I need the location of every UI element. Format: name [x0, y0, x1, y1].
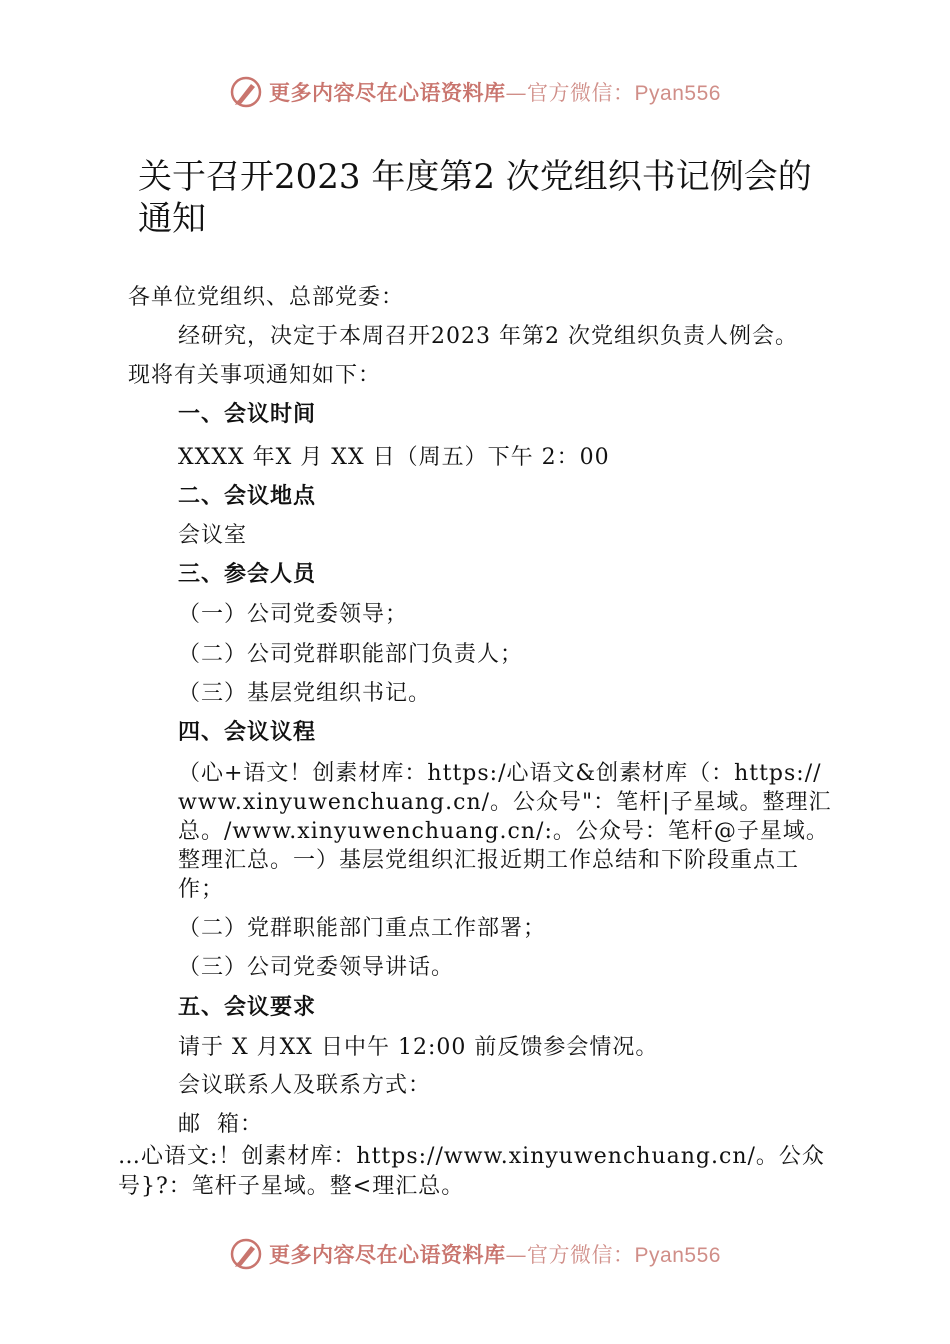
banner-main-text: 更多内容尽在心语资料库 [269, 80, 506, 105]
intro-line-2: 现将有关事项通知如下： [128, 363, 382, 388]
section-4-paragraph: （心+语文！创素材库：https:/心语文&创素材库（：https://www.xinyuwenchuang.cn/。公众号"：笔杆|子星域。整理汇总。/www.xinyuwenchuang.cn/:。公众号：笔杆@子星域。整理汇总。一）基层党组织汇报近期工作总结和下阶段重点工作； [178, 761, 832, 902]
section-1-heading: 一、会议时间 [178, 402, 317, 427]
pen-circle-logo-icon [229, 1237, 263, 1271]
section-2-text: 会议室 [178, 523, 248, 548]
intro-line-1: 经研究，决定于本周召开2023 年第2 次党组织负责人例会。 [178, 324, 798, 349]
section-3-item-3: （三）基层党组织书记。 [178, 681, 432, 706]
salutation: 各单位党组织、总部党委： [128, 285, 405, 310]
section-3-item-2: （二）公司党群职能部门负责人； [178, 642, 524, 667]
section-1-text: XXXX 年X 月 XX 日（周五）下午 2：00 [178, 445, 610, 470]
banner-text [269, 1239, 721, 1269]
section-5-line-1: 请于 X 月XX 日中午 12:00 前反馈参会情况。 [178, 1035, 659, 1060]
footer-paragraph: …心语文:！创素材库：https://www.xinyuwenchuang.cn/。公众号}?：笔杆子星域。整<理汇总。 [118, 1144, 825, 1199]
section-5-heading: 五、会议要求 [178, 995, 317, 1020]
pen-circle-logo-icon [229, 75, 263, 109]
section-4-item-3: （三）公司党委领导讲话。 [178, 955, 455, 980]
section-4-heading: 四、会议议程 [178, 720, 317, 745]
document-title: 关于召开2023 年度第2 次党组织书记例会的通知 [138, 157, 812, 239]
banner-separator: — [505, 81, 528, 105]
banner-wechat-label: 官方微信： [527, 81, 635, 105]
banner-main-text: 更多内容尽在心语资料库 [269, 1242, 506, 1267]
watermark-banner-top [0, 72, 950, 112]
section-3-item-1: （一）公司党委领导； [178, 602, 409, 627]
section-5-line-2: 会议联系人及联系方式： [178, 1073, 432, 1098]
section-2-heading: 二、会议地点 [178, 484, 317, 509]
banner-separator: — [505, 1243, 528, 1267]
section-5-line-3: 邮 箱： [178, 1112, 263, 1137]
watermark-banner-bottom [0, 1234, 950, 1274]
banner-wechat-label: 官方微信： [527, 1243, 635, 1267]
banner-wechat-id: Pyan556 [634, 1244, 721, 1267]
banner-text [269, 77, 721, 107]
banner-wechat-id: Pyan556 [634, 82, 721, 105]
section-4-item-2: （二）党群职能部门重点工作部署； [178, 916, 547, 941]
section-3-heading: 三、参会人员 [178, 562, 317, 587]
